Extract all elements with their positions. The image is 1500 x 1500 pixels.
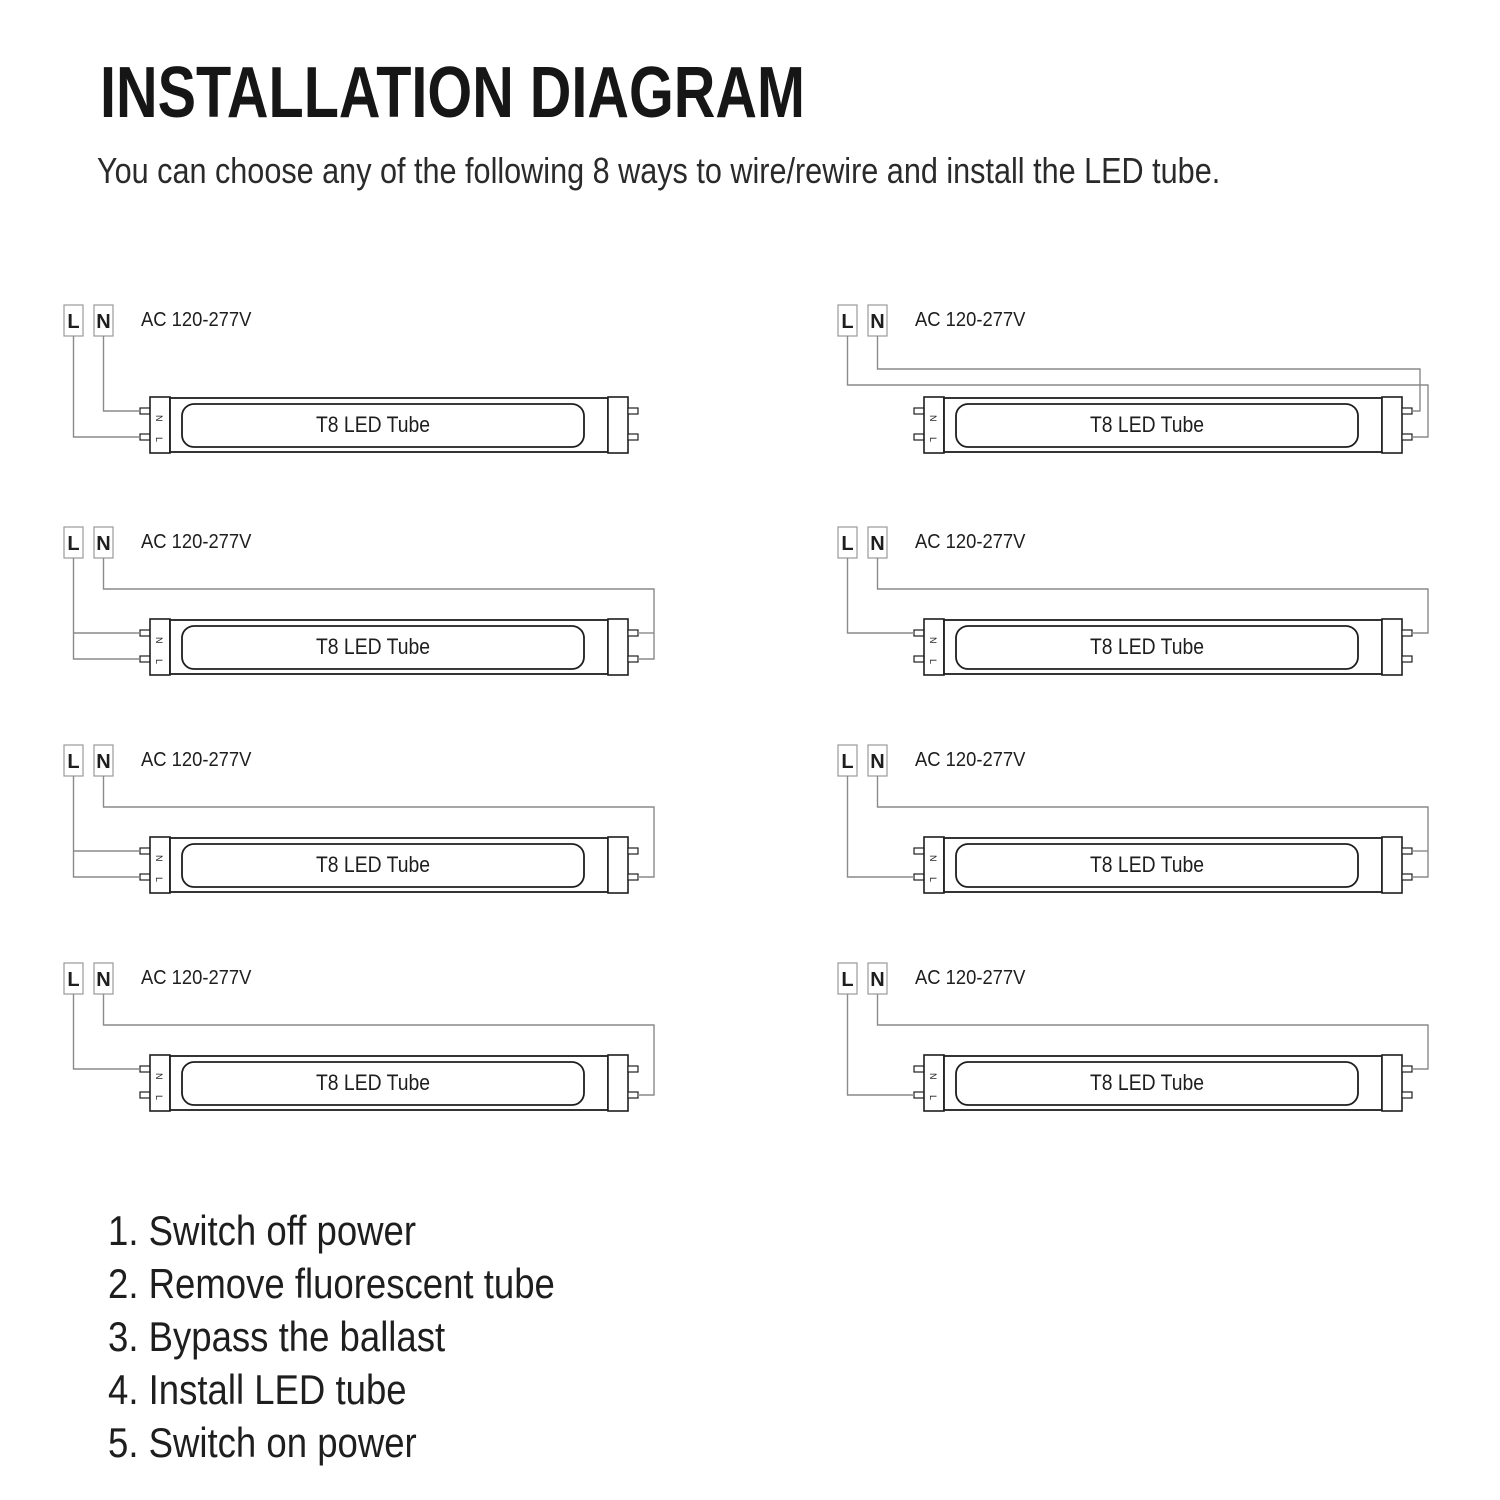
left-pin-bottom (914, 874, 924, 880)
wiring-option-6 (838, 745, 1428, 893)
neutral-terminal-label: N (870, 533, 885, 555)
wire (848, 776, 915, 877)
line-terminal-label: L (841, 533, 854, 555)
left-end-cap (150, 837, 170, 893)
right-pin-bottom (628, 874, 638, 880)
wire (74, 994, 141, 1069)
left-cap-l-label: L (928, 1095, 938, 1101)
neutral-terminal-label: N (96, 311, 111, 333)
right-pin-bottom (1402, 434, 1412, 440)
right-pin-bottom (1402, 656, 1412, 662)
neutral-terminal-label: N (96, 533, 111, 555)
line-terminal-label: L (841, 311, 854, 333)
step-item: 2. Remove fluorescent tube (108, 1260, 555, 1307)
left-pin-bottom (140, 656, 150, 662)
neutral-terminal-label: N (870, 751, 885, 773)
voltage-label: AC 120-277V (141, 749, 252, 772)
tube-label: T8 LED Tube (1089, 634, 1205, 660)
left-pin-bottom (914, 656, 924, 662)
left-cap-n-label: N (928, 855, 938, 862)
right-pin-top (628, 630, 638, 636)
right-end-cap (1382, 837, 1402, 893)
line-terminal-label: L (67, 533, 80, 555)
wire (104, 336, 141, 411)
voltage-label: AC 120-277V (915, 531, 1026, 554)
right-end-cap (1382, 619, 1402, 675)
right-pin-top (1402, 630, 1412, 636)
step-item: 5. Switch on power (108, 1419, 417, 1466)
left-end-cap (924, 1055, 944, 1111)
wiring-option-4 (838, 527, 1428, 675)
voltage-label: AC 120-277V (141, 967, 252, 990)
wire (848, 994, 915, 1095)
wire (848, 558, 915, 633)
right-pin-top (628, 848, 638, 854)
step-item: 1. Switch off power (108, 1207, 417, 1254)
wiring-option-5 (64, 745, 654, 893)
right-pin-bottom (628, 434, 638, 440)
wiring-option-1 (64, 305, 638, 453)
right-end-cap (608, 1055, 628, 1111)
left-cap-n-label: N (928, 637, 938, 644)
wiring-option-7 (64, 963, 654, 1111)
line-terminal-label: L (841, 751, 854, 773)
right-pin-bottom (1402, 1092, 1412, 1098)
right-pin-bottom (628, 656, 638, 662)
left-end-cap (924, 619, 944, 675)
right-pin-top (1402, 408, 1412, 414)
right-pin-top (1402, 1066, 1412, 1072)
left-cap-l-label: L (154, 1095, 164, 1101)
tube-label: T8 LED Tube (315, 634, 431, 660)
left-pin-top (140, 630, 150, 636)
tube-label: T8 LED Tube (1089, 412, 1205, 438)
right-pin-top (628, 408, 638, 414)
step-item: 4. Install LED tube (108, 1366, 407, 1413)
left-pin-top (914, 848, 924, 854)
left-pin-top (914, 1066, 924, 1072)
voltage-label: AC 120-277V (915, 967, 1026, 990)
tube-label: T8 LED Tube (315, 412, 431, 438)
left-cap-n-label: N (154, 855, 164, 862)
left-pin-bottom (140, 434, 150, 440)
installation-steps (108, 1204, 555, 1469)
wiring-option-3 (64, 527, 654, 675)
tube-label: T8 LED Tube (315, 852, 431, 878)
left-cap-l-label: L (928, 659, 938, 665)
left-pin-top (914, 408, 924, 414)
left-cap-l-label: L (928, 877, 938, 883)
neutral-terminal-label: N (870, 311, 885, 333)
right-end-cap (608, 837, 628, 893)
neutral-terminal-label: N (96, 969, 111, 991)
left-cap-n-label: N (154, 637, 164, 644)
left-pin-top (140, 848, 150, 854)
neutral-terminal-label: N (96, 751, 111, 773)
left-cap-n-label: N (154, 1073, 164, 1080)
right-pin-bottom (1402, 874, 1412, 880)
wire (74, 558, 141, 659)
left-cap-n-label: N (154, 415, 164, 422)
left-pin-bottom (914, 1092, 924, 1098)
left-cap-n-label: N (928, 415, 938, 422)
tube-label: T8 LED Tube (1089, 852, 1205, 878)
wire (74, 336, 141, 437)
left-end-cap (150, 1055, 170, 1111)
line-terminal-label: L (67, 969, 80, 991)
step-item: 3. Bypass the ballast (108, 1313, 446, 1360)
left-pin-top (140, 408, 150, 414)
left-cap-l-label: L (154, 659, 164, 665)
left-cap-l-label: L (928, 437, 938, 443)
page-subtitle: You can choose any of the following 8 ways to wire/rewire and install the LED tube. (97, 150, 1221, 191)
left-pin-bottom (914, 434, 924, 440)
tube-label: T8 LED Tube (1089, 1070, 1205, 1096)
line-terminal-label: L (841, 969, 854, 991)
tube-label: T8 LED Tube (315, 1070, 431, 1096)
left-end-cap (150, 397, 170, 453)
left-end-cap (924, 837, 944, 893)
neutral-terminal-label: N (870, 969, 885, 991)
right-pin-top (1402, 848, 1412, 854)
left-end-cap (924, 397, 944, 453)
right-pin-top (628, 1066, 638, 1072)
left-cap-n-label: N (928, 1073, 938, 1080)
right-end-cap (608, 397, 628, 453)
left-cap-l-label: L (154, 437, 164, 443)
left-pin-bottom (140, 1092, 150, 1098)
wiring-option-8 (838, 963, 1428, 1111)
left-cap-l-label: L (154, 877, 164, 883)
left-pin-top (914, 630, 924, 636)
left-pin-top (140, 1066, 150, 1072)
line-terminal-label: L (67, 751, 80, 773)
right-pin-bottom (628, 1092, 638, 1098)
wire (74, 776, 141, 877)
left-end-cap (150, 619, 170, 675)
right-end-cap (1382, 1055, 1402, 1111)
voltage-label: AC 120-277V (141, 309, 252, 332)
page-title: INSTALLATION DIAGRAM (100, 53, 805, 133)
right-end-cap (1382, 397, 1402, 453)
voltage-label: AC 120-277V (915, 749, 1026, 772)
line-terminal-label: L (67, 311, 80, 333)
left-pin-bottom (140, 874, 150, 880)
voltage-label: AC 120-277V (141, 531, 252, 554)
voltage-label: AC 120-277V (915, 309, 1026, 332)
right-end-cap (608, 619, 628, 675)
wiring-option-2 (838, 305, 1428, 453)
